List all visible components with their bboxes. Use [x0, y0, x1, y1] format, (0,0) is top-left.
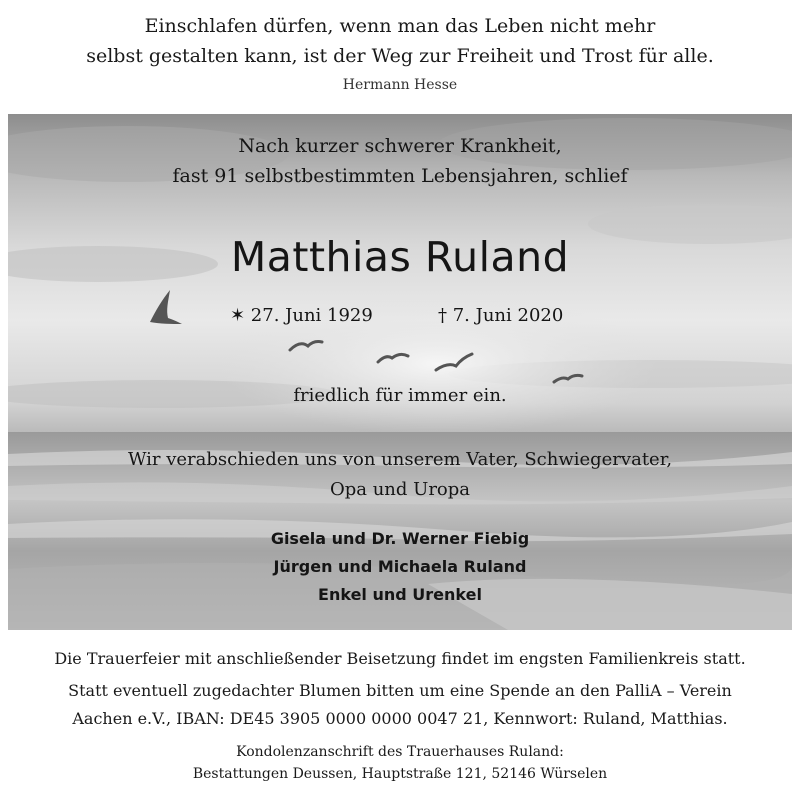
death-date: † 7. Juni 2020 [438, 305, 564, 326]
intro-line-1: Nach kurzer schwerer Krankheit, [238, 135, 562, 157]
birth-date: ✶ 27. Juni 1929 [230, 305, 373, 326]
deceased-name: Matthias Ruland [230, 233, 570, 281]
farewell-line-1: Wir verabschieden uns von unserem Vater, Schwiegervater, [127, 449, 673, 470]
condolence-address: Bestattungen Deussen, Hauptstraße 121, 52146 Würselen [192, 766, 608, 782]
farewell-line-2: Opa und Uropa [329, 479, 471, 500]
seagull-icon [150, 290, 182, 324]
quote-line-2: selbst gestalten kann, ist der Weg zur Freiheit und Trost für alle. [86, 45, 714, 67]
funeral-info: Die Trauerfeier mit anschließender Beisetzung findet im engsten Familienkreis statt. [54, 649, 746, 668]
quote-section [0, 0, 800, 114]
family-name-1: Gisela und Dr. Werner Fiebig [270, 529, 530, 548]
seascape-illustration [8, 114, 792, 630]
seascape-photo [8, 114, 792, 630]
sleep-line: friedlich für immer ein. [293, 385, 507, 406]
info-section [0, 630, 800, 802]
family-name-2: Jürgen und Michaela Ruland [273, 557, 527, 576]
family-name-3: Enkel und Urenkel [318, 585, 482, 604]
condolence-address-label: Kondolenzanschrift des Trauerhauses Ruland: [236, 744, 564, 760]
intro-line-2: fast 91 selbstbestimmten Lebensjahren, schlief [172, 165, 628, 187]
donation-info-1: Statt eventuell zugedachter Blumen bitten um eine Spende an den PalliA – Verein [68, 681, 732, 700]
donation-info-2: Aachen e.V., IBAN: DE45 3905 0000 0000 0047 21, Kennwort: Ruland, Matthias. [72, 709, 728, 728]
quote-author: Hermann Hesse [342, 77, 458, 93]
quote-line-1: Einschlafen dürfen, wenn man das Leben nicht mehr [144, 15, 656, 37]
